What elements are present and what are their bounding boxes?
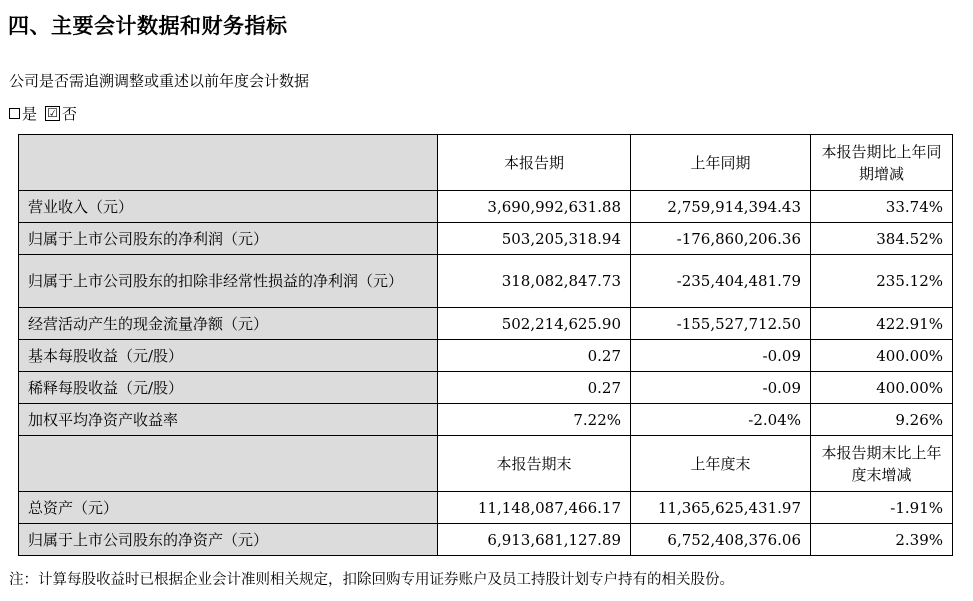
header-prior-period: 上年同期 (631, 135, 811, 191)
row-current-value: 503,205,318.94 (438, 223, 631, 255)
table-row (19, 223, 953, 255)
no-label: 否 (62, 105, 78, 123)
header-change: 本报告期比上年同期增减 (811, 135, 953, 191)
restatement-question: 公司是否需追溯调整或重述以前年度会计数据 (9, 72, 310, 90)
row-current-value: 0.27 (438, 340, 631, 372)
row-current-value: 6,913,681,127.89 (438, 524, 631, 556)
table-row (19, 492, 953, 524)
row-change-value: -1.91% (811, 492, 953, 524)
row-change-value: 400.00% (811, 340, 953, 372)
table-row (19, 255, 953, 308)
row-prior-value: 11,365,625,431.97 (631, 492, 811, 524)
row-prior-value: -2.04% (631, 404, 811, 436)
row-change-value: 9.26% (811, 404, 953, 436)
row-prior-value: 2,759,914,394.43 (631, 191, 811, 223)
row-current-value: 3,690,992,631.88 (438, 191, 631, 223)
row-label: 加权平均净资产收益率 (19, 404, 438, 436)
row-current-value: 318,082,847.73 (438, 255, 631, 308)
restatement-options (9, 103, 77, 124)
row-current-value: 502,214,625.90 (438, 308, 631, 340)
row-prior-value: -155,527,712.50 (631, 308, 811, 340)
row-label: 归属于上市公司股东的净利润（元） (19, 223, 438, 255)
row-prior-value: -176,860,206.36 (631, 223, 811, 255)
row-prior-value: -0.09 (631, 372, 811, 404)
table-row (19, 340, 953, 372)
no-checkbox-checked-icon[interactable]: ☑ (45, 106, 60, 121)
financial-data-table (18, 134, 953, 556)
row-change-value: 422.91% (811, 308, 953, 340)
header-row-2 (19, 436, 953, 492)
row-label: 经营活动产生的现金流量净额（元） (19, 308, 438, 340)
header-change-since-year-end: 本报告期末比上年度末增减 (811, 436, 953, 492)
yes-label: 是 (22, 105, 38, 123)
row-current-value: 11,148,087,466.17 (438, 492, 631, 524)
yes-checkbox[interactable] (9, 108, 20, 119)
header-row-1 (19, 135, 953, 191)
row-prior-value: -0.09 (631, 340, 811, 372)
header-prior-year-end: 上年度末 (631, 436, 811, 492)
row-label: 基本每股收益（元/股） (19, 340, 438, 372)
row-change-value: 33.74% (811, 191, 953, 223)
row-current-value: 0.27 (438, 372, 631, 404)
table-row (19, 524, 953, 556)
header-current-period: 本报告期 (438, 135, 631, 191)
row-label: 稀释每股收益（元/股） (19, 372, 438, 404)
row-label: 归属于上市公司股东的扣除非经常性损益的净利润（元） (19, 255, 438, 308)
row-change-value: 2.39% (811, 524, 953, 556)
section-heading: 四、主要会计数据和财务指标 (8, 14, 288, 38)
header-current-period-end: 本报告期末 (438, 436, 631, 492)
row-change-value: 400.00% (811, 372, 953, 404)
footnote: 注：计算每股收益时已根据企业会计准则相关规定，扣除回购专用证券账户及员工持股计划专户持有的相关股份。 (9, 572, 734, 588)
row-prior-value: 6,752,408,376.06 (631, 524, 811, 556)
row-current-value: 7.22% (438, 404, 631, 436)
row-prior-value: -235,404,481.79 (631, 255, 811, 308)
row-change-value: 235.12% (811, 255, 953, 308)
table-row (19, 404, 953, 436)
header-blank-cell (19, 436, 438, 492)
table-row (19, 308, 953, 340)
row-label: 归属于上市公司股东的净资产（元） (19, 524, 438, 556)
header-blank-cell (19, 135, 438, 191)
row-label: 总资产（元） (19, 492, 438, 524)
table-row (19, 191, 953, 223)
table-row (19, 372, 953, 404)
row-label: 营业收入（元） (19, 191, 438, 223)
row-change-value: 384.52% (811, 223, 953, 255)
